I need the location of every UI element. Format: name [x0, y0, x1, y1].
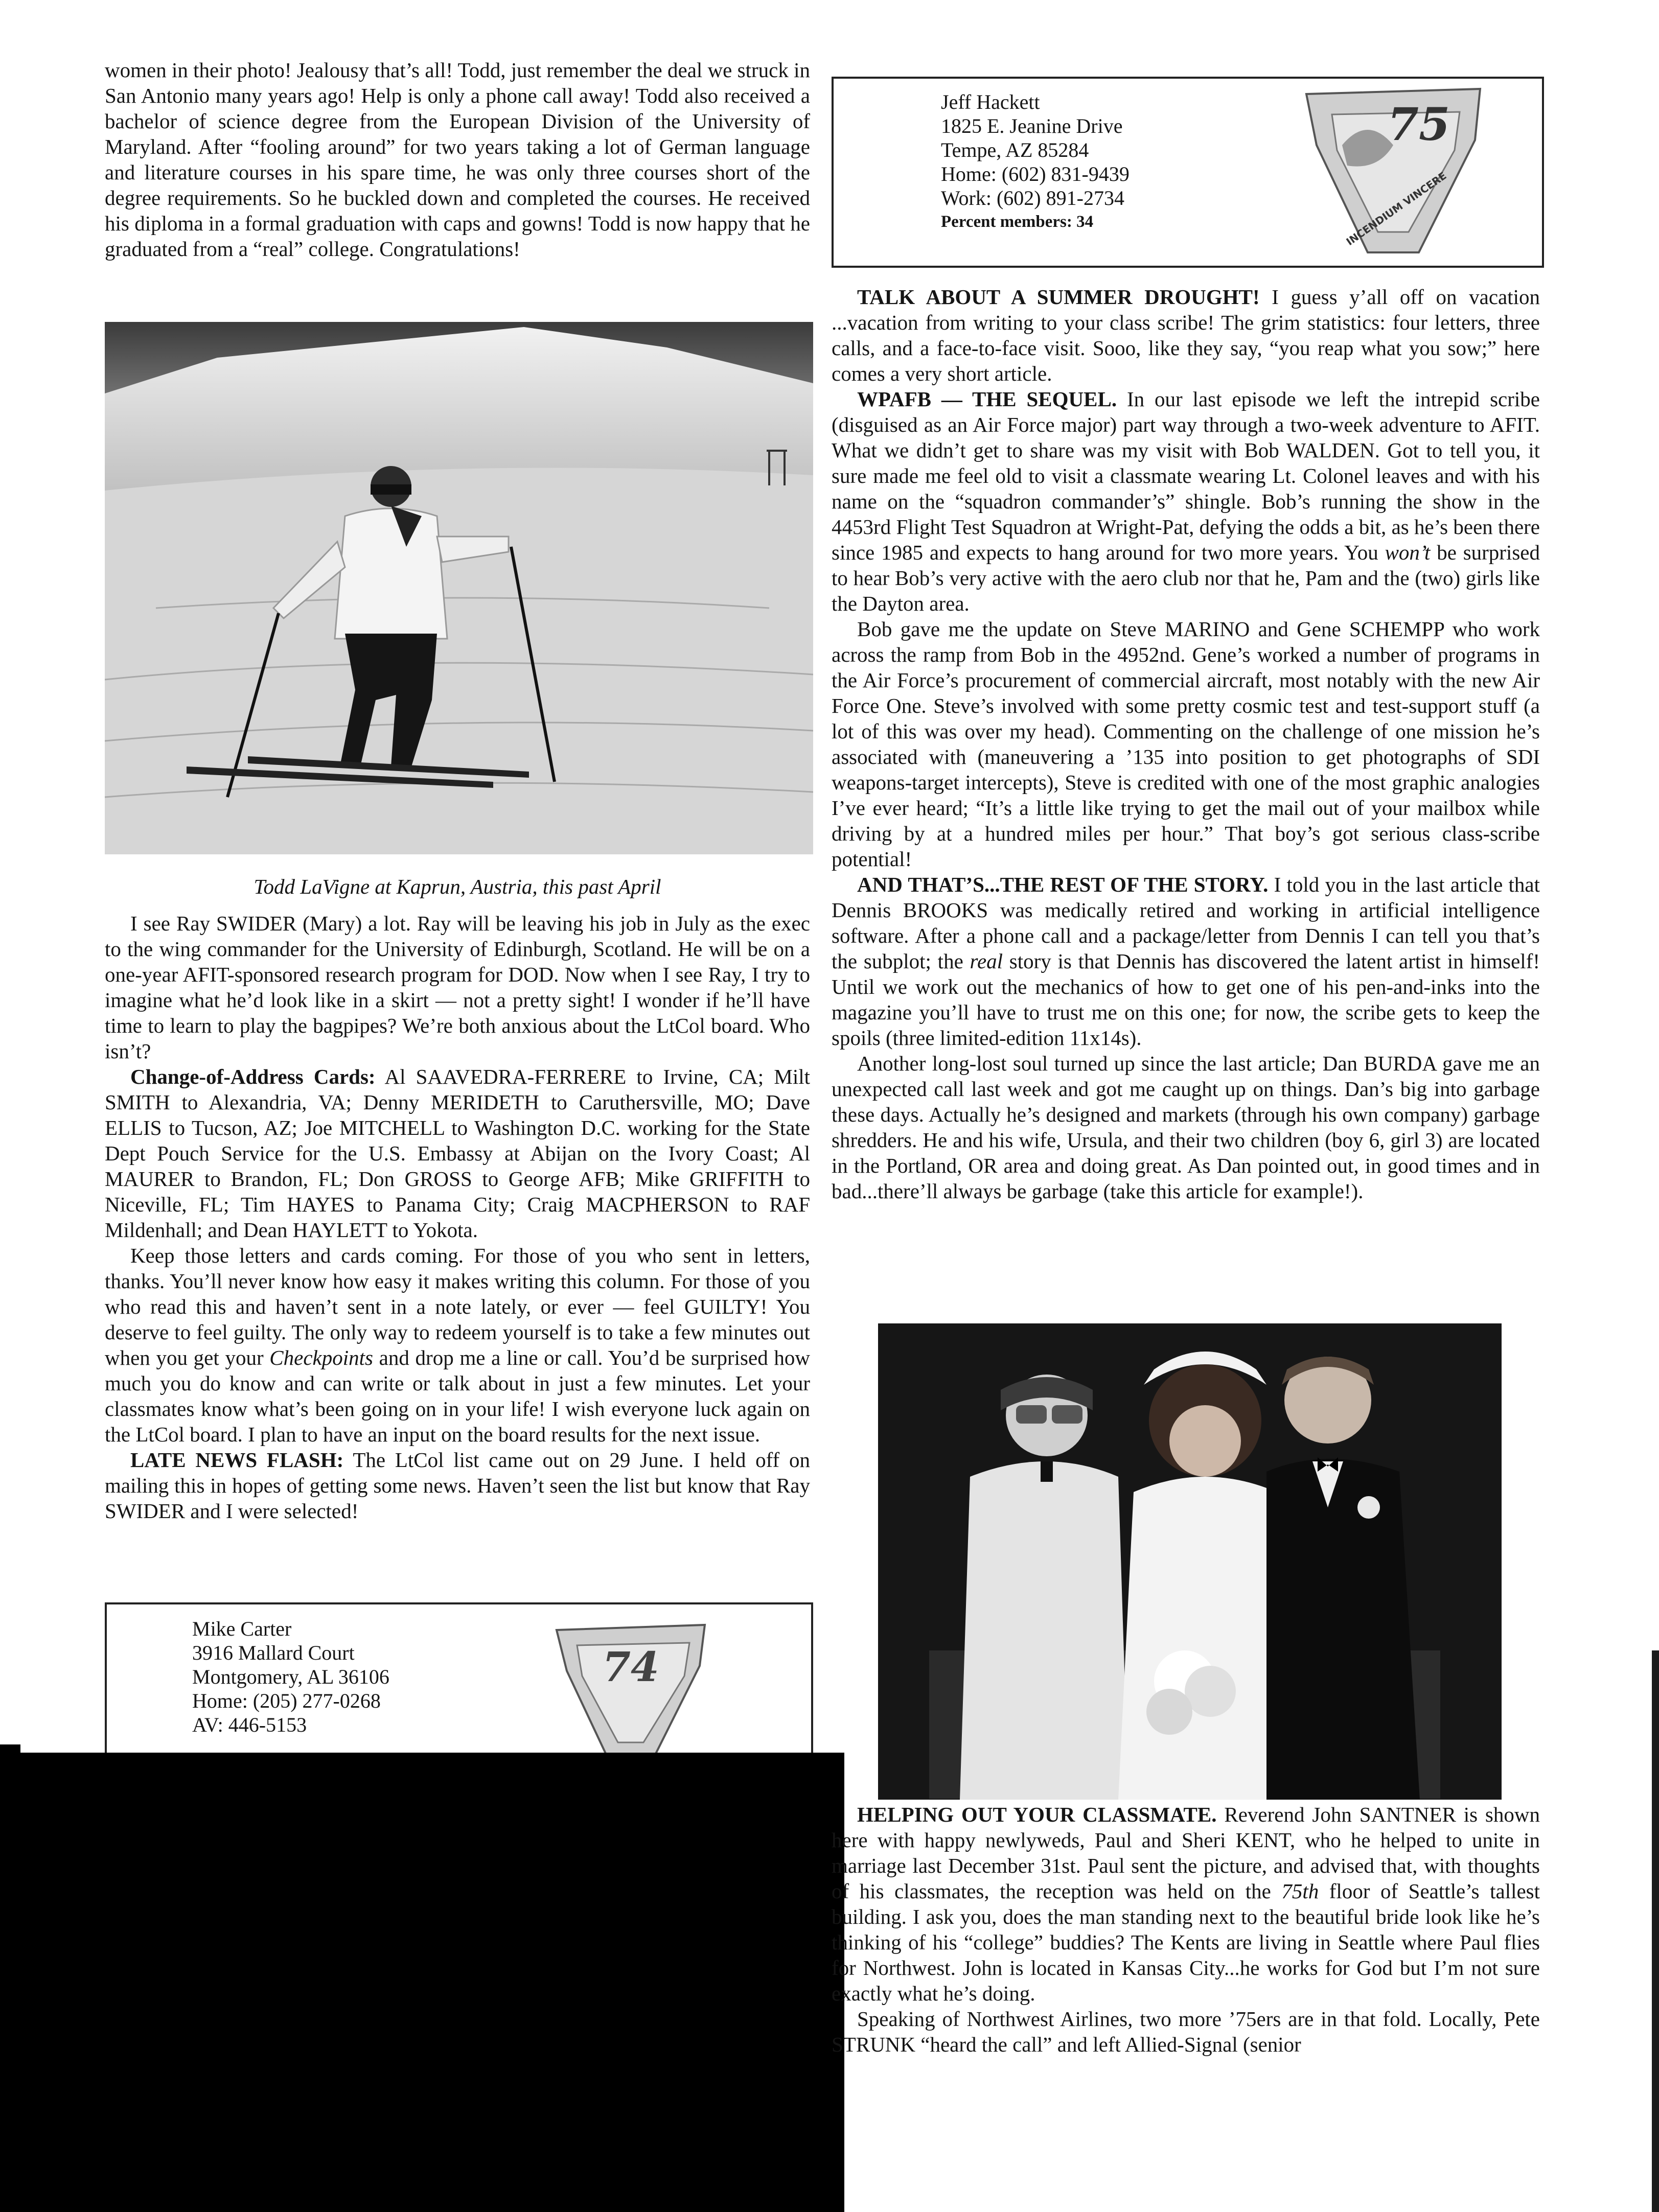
- class-75-address: [941, 90, 1130, 234]
- wedding-scene-image: [878, 1323, 1502, 1800]
- class-74-address: [192, 1617, 389, 1737]
- drought-text: I guess y’all off on vacation ...vacation from writing to your class scribe! The grim statistics: four letters, three calls, and a face-to-face visit. Sooo, like they say, “you reap what you sow;” here comes a very short article.: [832, 285, 1540, 385]
- late-news-heading: LATE NEWS FLASH:: [130, 1448, 344, 1472]
- helping-text-2: floor of Seattle’s tallest building. I ask you, does the man standing next to the beautiful bride look like he’s thinking of his “college” buddies? The Kents are living in Seattle where Paul flies for Northwest. John is located in Kansas City...he works for God but I’m not sure exactly what he’s doing.: [832, 1879, 1540, 2005]
- drought-heading: TALK ABOUT A SUMMER DROUGHT!: [857, 285, 1260, 309]
- northwest-paragraph: Speaking of Northwest Airlines, two more ’75ers are in that fold. Locally, Pete STRUNK “heard the call” and left Allied-Signal (senior: [832, 2007, 1540, 2056]
- photo-caption: Todd LaVigne at Kaprun, Austria, this past April: [254, 875, 661, 898]
- late-news-paragraph: [105, 1447, 810, 1524]
- helping-emphasis: 75th: [1281, 1879, 1319, 1903]
- scribe-work-phone: Work: (602) 891-2734: [941, 187, 1124, 209]
- helping-text-1: Reverend John SANTNER is shown here with happy newlyweds, Paul and Sheri KENT, who he helped to unite in marriage last December 31st. Paul sent the picture, and advised that, with thoughts of his classmates, the reception was held on the: [832, 1803, 1540, 1903]
- bob-paragraph: Bob gave me the update on Steve MARINO and Gene SCHEMPP who work across the ramp from Bob in the 4952nd. Gene’s worked a number of programs in the Air Force’s procurement of commercial aircraft, most notably with the new Air Force One. Steve’s involved with some pretty cosmic test and test-support stuff (a lot of this was over my head). Commenting on the challenge of one mission he’s associated with (maneuvering a ’135 into position to get photographs of SDI weapons-target intercepts), Steve is credited with one of the most graphic analogies I’ve ever heard; “It’s a little like trying to get the mail out of your mailbox while driving by at a hundred miles per hour.” That boy’s got serious class-scribe potential!: [832, 617, 1540, 871]
- helping-paragraph: [832, 1802, 1540, 2006]
- checkpoints-title: Checkpoints: [269, 1346, 373, 1369]
- right-column-bottom: [832, 1802, 1540, 2057]
- rest-of-story-paragraph: [832, 872, 1540, 1051]
- wpafb-emphasis: won’t: [1385, 541, 1431, 564]
- wpafb-text-2: be surprised to hear Bob’s very active with the aero club nor that he, Pam and the (two) girls like the Dayton area.: [832, 541, 1540, 615]
- wpafb-text-1: In our last episode we left the intrepid scribe (disguised as an Air Force major) part way through a two-week adventure to AFIT. What we didn’t get to share was my visit with Bob WALDEN. Got to tell you, it sure made me feel old to visit a classmate wearing Lt. Colonel leaves and with his name on the “squadron commander’s” shingle. Bob’s running the show in the 4453rd Flight Test Squadron at Wright-Pat, defying the odds a bit, as he’s been there since 1985 and expects to hang around for two more years. You: [832, 387, 1540, 564]
- late-news-text: The LtCol list came out on 29 June. I held off on mailing this in hopes of getting some news. Haven’t seen the list but know that Ray SWIDER and I were selected!: [105, 1448, 810, 1523]
- crest-year-75: 75: [1387, 98, 1450, 151]
- left-column-top: [105, 57, 810, 262]
- scribe-name: Jeff Hackett: [941, 90, 1040, 113]
- scribe-city: Montgomery, AL 36106: [192, 1665, 389, 1688]
- scribe-name: Mike Carter: [192, 1617, 292, 1640]
- scan-edge-left: [0, 1744, 20, 1760]
- class-75-crest-icon: [1296, 84, 1490, 258]
- wpafb-paragraph: [832, 386, 1540, 616]
- ski-scene-image: [105, 322, 813, 854]
- drought-paragraph: [832, 284, 1540, 386]
- ski-photo: [105, 322, 813, 854]
- crest-motto: INCENDIUM VINCERE: [1344, 169, 1449, 248]
- scribe-street: 1825 E. Jeanine Drive: [941, 114, 1123, 137]
- scribe-city: Tempe, AZ 85284: [941, 138, 1089, 161]
- rest-text-1: I told you in the last article that Dennis BROOKS was medically retired and working in artificial intelligence software. After a phone call and a package/letter from Dennis I can tell you that’s the subplot; the: [832, 873, 1540, 973]
- letters-text-2: and drop me a line or call. You’d be surprised how much you do know and can write or talk about in just a few minutes. Let your classmates know what’s been going on in your life! I wish everyone luck again on the LtCol board. I plan to have an input on the board results for the next issue.: [105, 1346, 810, 1446]
- crest-year-74: 74: [602, 1643, 659, 1691]
- scan-mask: [0, 1753, 844, 2212]
- intro-paragraph: women in their photo! Jealousy that’s all! Todd, just remember the deal we struck in San Antonio many years ago! Help is only a phone call away! Todd also received a bachelor of science degree from the European Division of the University of Maryland. After “fooling around” for two years taking a lot of German language and literature courses in his spare time, he was only three courses short of the degree requirements. So he buckled down and completed the courses. He received his diploma in a formal graduation with caps and gowns! Todd is now happy that he graduated from a “real” college. Congratulations!: [105, 58, 810, 261]
- helping-heading: HELPING OUT YOUR CLASSMATE.: [857, 1803, 1217, 1826]
- scribe-street: 3916 Mallard Court: [192, 1641, 355, 1664]
- scribe-home-phone: Home: (205) 277-0268: [192, 1689, 381, 1712]
- class-74-crest-icon: [546, 1620, 715, 1763]
- letters-text-1: Keep those letters and cards coming. For those of you who sent in letters, thanks. You’ll never know how easy it makes writing this column. For those of you who read this and haven’t sent in a note lately, or ever — feel GUILTY! You deserve to feel guilty. The only way to redeem yourself is to take a few minutes out when you get your: [105, 1244, 810, 1369]
- left-column-bottom: [105, 867, 810, 1524]
- swider-paragraph: I see Ray SWIDER (Mary) a lot. Ray will be leaving his job in July as the exec to the wing commander for the University of Edinburgh, Scotland. He will be on a one-year AFIT-sponsored research program for DOD. Now when I see Ray, I try to imagine what he’d look like in a skirt — not a pretty sight! I wonder if he’ll have time to learn to play the bagpipes? We’re both anxious about the LtCol board. Who isn’t?: [105, 912, 810, 1063]
- wedding-photo: [878, 1323, 1502, 1800]
- class-74-contact-box: [105, 1602, 813, 1765]
- scribe-av-phone: AV: 446-5153: [192, 1713, 307, 1736]
- rest-text-2: story is that Dennis has discovered the latent artist in himself! Until we work out the mechanics of how to get one of his pen-and-inks into the magazine you’ll have to trust me on this one; for now, the scribe gets to keep the spoils (three limited-edition 11x14s).: [832, 949, 1540, 1050]
- change-of-address-text: Al SAAVEDRA-FERRERE to Irvine, CA; Milt SMITH to Alexandria, VA; Denny MERIDETH to Caruthersville, MO; Dave ELLIS to Tucson, AZ; Joe MITCHELL to Washington D.C. working for the State Dept Pouch Service for the U.S. Embassy at Abijan on the Ivory Coast; Al MAURER to Brandon, FL; Don GROSS to George AFB; Mike GRIFFITH to Niceville, FL; Tim HAYES to Panama City; Craig MACPHERSON to RAF Mildenhall; and Dean HAYLETT to Yokota.: [105, 1065, 810, 1242]
- rest-of-story-heading: AND THAT’S...THE REST OF THE STORY.: [857, 873, 1269, 896]
- letters-paragraph: [105, 1243, 810, 1447]
- class-75-contact-box: [832, 77, 1544, 268]
- percent-members: Percent members: 34: [941, 213, 1094, 231]
- scribe-home-phone: Home: (602) 831-9439: [941, 162, 1130, 185]
- wpafb-heading: WPAFB — THE SEQUEL.: [857, 387, 1117, 411]
- right-column-top: [832, 284, 1540, 1204]
- change-of-address-paragraph: [105, 1064, 810, 1243]
- rest-emphasis: real: [970, 949, 1003, 973]
- scan-edge-right: [1652, 1650, 1659, 2212]
- change-of-address-heading: Change-of-Address Cards:: [130, 1065, 376, 1088]
- burda-paragraph: Another long-lost soul turned up since the last article; Dan BURDA gave me an unexpected call last week and got me caught up on things. Dan’s big into garbage these days. Actually he’s designed and markets (through his own company) garbage shredders. He and his wife, Ursula, and their two children (boy 6, girl 3) are located in the Portland, OR area and doing great. As Dan pointed out, in good times and in bad...there’ll always be garbage (take this article for example!).: [832, 1052, 1540, 1203]
